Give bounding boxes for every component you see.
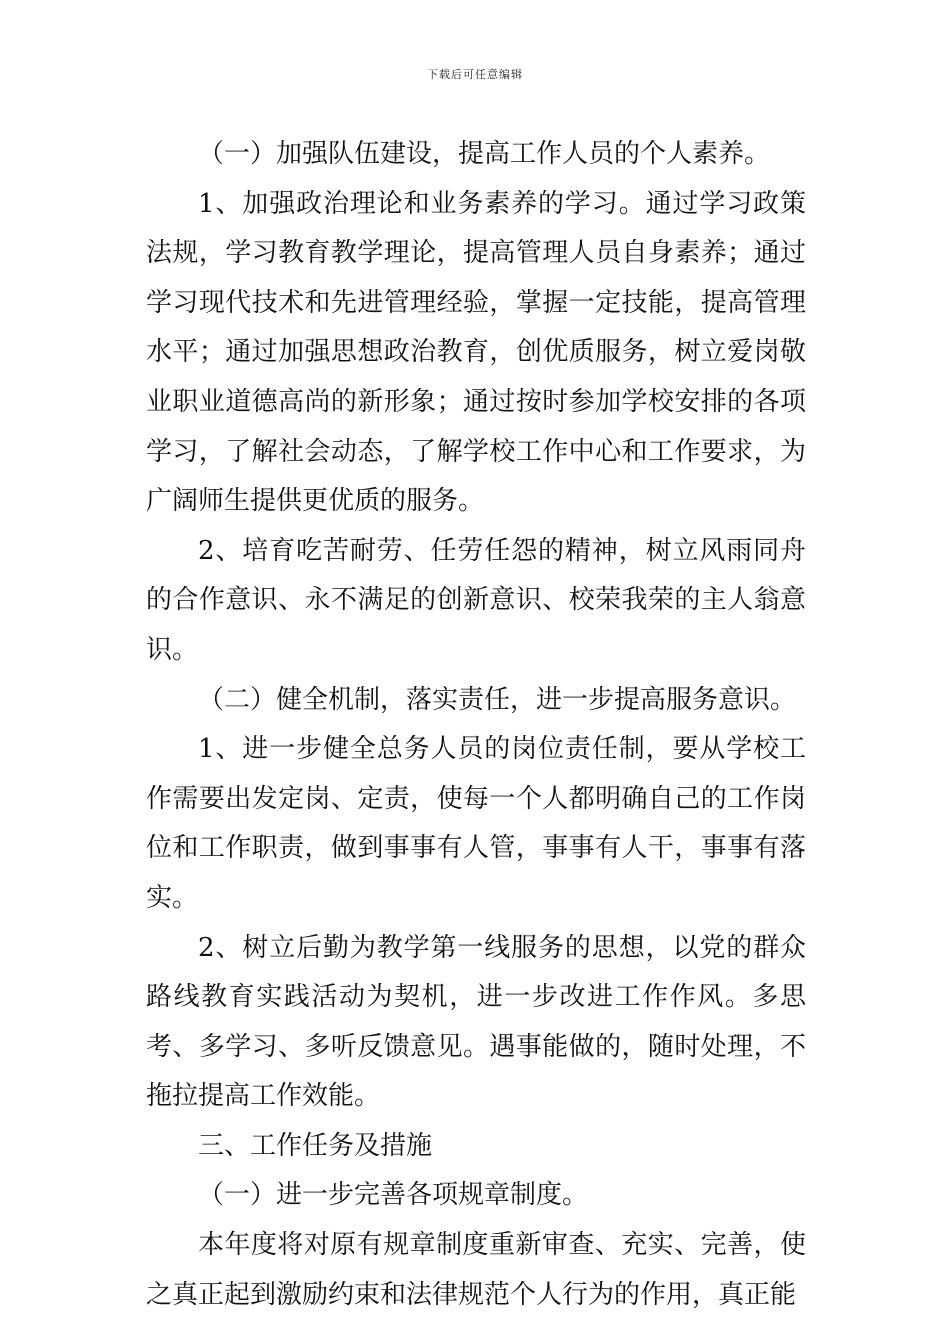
paragraph-political-study: 1、加强政治理论和业务素养的学习。通过学习政策法规，学习教育教学理论，提高管理人员自身素养；通过学习现代技术和先进管理经验，掌握一定技能，提高管理水平；通过加强思想政治教育，创优质服务，树立爱岗敬业职业道德高尚的新形象；通过按时参加学校安排的各项学习，了解社会动态，了解学校工作中心和工作要求，为广阔师生提供更优质的服务。	[146, 188, 806, 517]
section-heading-mechanism: （二）健全机制，落实责任，进一步提高服务意识。	[198, 684, 797, 715]
paragraph-regulation-review: 本年度将对原有规章制度重新审查、充实、完善，使之真正起到激励约束和法律规范个人行为的作用，真正能	[146, 1230, 806, 1310]
paragraph-service-mindset: 2、树立后勤为教学第一线服务的思想，以党的群众路线教育实践活动为契机，进一步改进工作作风。多思考、多学习、多听反馈意见。遇事能做的，随时处理，不拖拉提高工作效能。	[146, 932, 806, 1112]
document-body	[146, 130, 806, 1320]
subsection-heading-regulations: （一）进一步完善各项规章制度。	[198, 1180, 589, 1211]
section-heading-team-building: （一）加强队伍建设，提高工作人员的个人素养。	[198, 139, 771, 169]
paragraph-spirit-cultivation: 2、培育吃苦耐劳、任劳任怨的精神，树立风雨同舟的合作意识、永不满足的创新意识、校荣我荣的主人翁意识。	[146, 535, 806, 665]
section-heading-tasks: 三、工作任务及措施	[198, 1130, 433, 1161]
paragraph-responsibility-system: 1、进一步健全总务人员的岗位责任制，要从学校工作需要出发定岗、定责，使每一个人都明确自己的工作岗位和工作职责，做到事事有人管，事事有人干，事事有落实。	[146, 734, 806, 913]
header-note: 下载后可任意编辑	[427, 68, 523, 81]
